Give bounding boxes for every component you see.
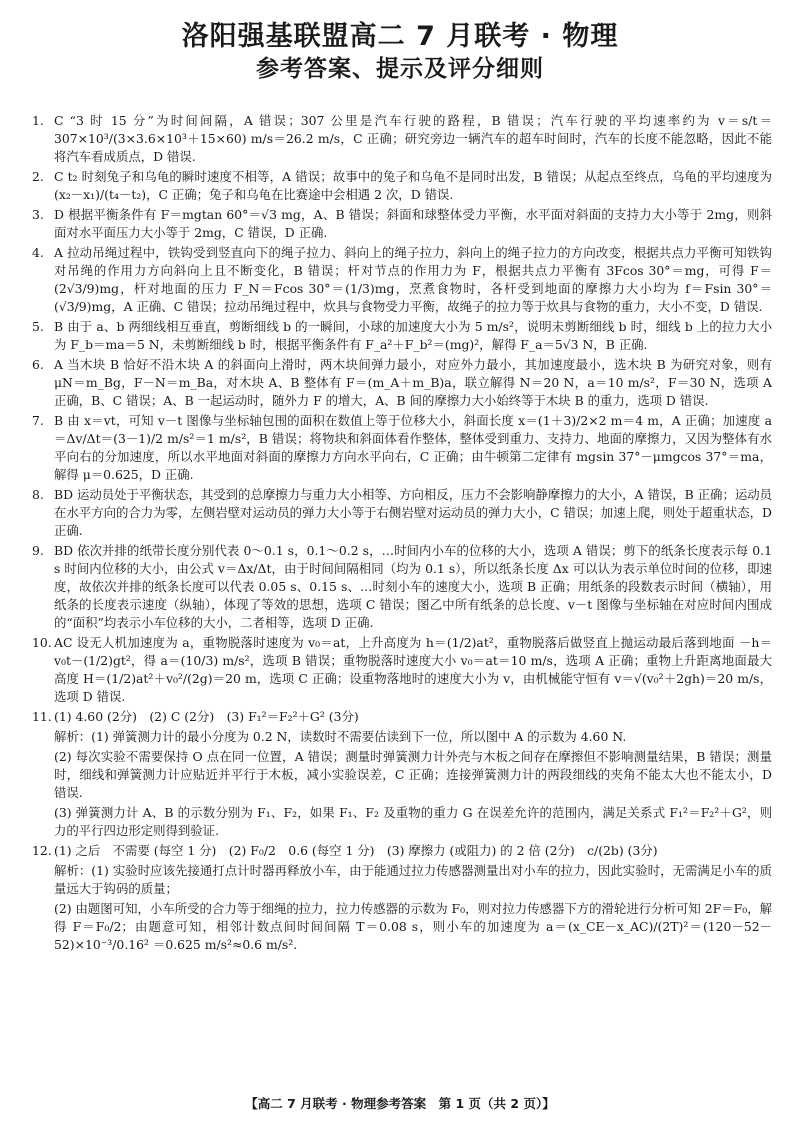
answer-item-12-analysis-1 xyxy=(32,862,772,898)
answer-item-8 xyxy=(32,486,772,540)
answer-item-4 xyxy=(32,244,772,316)
answer-item-11-analysis-2 xyxy=(32,748,772,802)
answer-number xyxy=(32,862,54,898)
answer-item-3 xyxy=(32,206,772,242)
answer-number: 3. xyxy=(32,207,44,222)
answer-text: A 当木块 B 恰好不沿木块 A 的斜面向上滑时，两木块间弹力最小，对应外力最小，其加速度最小，选木块 B 为研究对象，则有 μN＝m_Bg，F－N＝m_Ba，对木块 A、B 整体有 F＝(m_A＋m_B)a，联立解得 N＝20 N，a＝10 m/s²，F＝30 N，选项 A 正确，B、C 错误；A、B 一起运动时，随外力 F 的增大，A、B 间的摩擦力大小始终等于木块 B 的重力，选项 D 错误. xyxy=(54,357,772,408)
answer-text: A 拉动吊绳过程中，铁钩受到竖直向下的绳子拉力、斜向上的绳子拉力，斜向上的绳子拉力的方向改变，根据共点力平衡可知铁钩对吊绳的作用力方向斜向上且不断变化，B 错误；杆对节点的作用力为 F，根据共点力平衡有 3Fcos 30°＝mg，可得 F＝(2√3/9)mg，杆对地面的压力 F_N＝Fcos 30°＝(1/3)mg，烹煮食物时，各杆受到地面的摩擦力大小均为 f＝Fsin 30°＝(√3/9)mg，A 正确、C 错误；拉动吊绳过程中，炊具与食物受力平衡，故绳子的拉力等于炊具与食物的重力，大小不变，D 错误. xyxy=(54,245,772,314)
answer-item-5 xyxy=(32,318,772,354)
answer-text: (1) 之后 不需要 (每空 1 分) (2) F₀/2 0.6 (每空 1 分) (3) 摩擦力 (或阻力) 的 2 倍 (2分) c/(2b) (3分) xyxy=(54,843,658,858)
answer-text: 解析：(1) 弹簧测力计的最小分度为 0.2 N，读数时不需要估读到下一位，所以图中 A 的示数为 4.60 N. xyxy=(54,729,627,744)
answer-item-11-analysis-1 xyxy=(32,728,772,746)
answer-item-10 xyxy=(32,634,772,706)
answer-text: (3) 弹簧测力计 A、B 的示数分别为 F₁、F₂，如果 F₁、F₂ 及重物的重力 G 在误差允许的范围内，满足关系式 F₁²＝F₂²＋G²，则力的平行四边形定则得到验证. xyxy=(54,805,772,838)
page-title: 洛阳强基联盟高二 7 月联考 · 物理 xyxy=(181,21,619,52)
answer-item-12-analysis-2 xyxy=(32,900,772,954)
answer-text: B 由于 a、b 两细线相互垂直，剪断细线 b 的一瞬间，小球的加速度大小为 5 m/s²，说明未剪断细线 b 时，细线 b 上的拉力大小为 F_b＝ma＝5 N，未剪断细线 b 时，根据平衡条件有 F_a²＋F_b²＝(mg)²，解得 F_a＝5√3 N，B 正确. xyxy=(54,319,772,352)
answer-number: 4. xyxy=(32,245,44,260)
answer-text: BD 运动员处于平衡状态，其受到的总摩擦力与重力大小相等、方向相反，压力不会影响静摩擦力的大小，A 错误，B 正确；运动员在水平方向的合力为零，左侧岩壁对运动员的弹力大小等于右侧岩壁对运动员的弹力大小，C 错误；加速上爬，则处于超重状态，D 正确. xyxy=(54,487,773,538)
answer-item-6 xyxy=(32,356,772,410)
answer-text: BD 依次并排的纸带长度分别代表 0～0.1 s，0.1～0.2 s，…时间内小车的位移的大小，选项 A 错误；剪下的纸条长度表示每 0.1 s 时间内位移的大小，由公式 v＝Δx/Δt，由于时间间隔相同（均为 0.1 s），所以纸条长度 Δx 可以认为表示单位时间的位移，即速度，故依次并排的纸条长度可以代表 0.05 s、0.15 s、…时刻小车的速度大小，选项 B 正确；用纸条的段数表示时间（横轴），用纸条的长度表示速度（纵轴），体现了等效的思想，选项 C 错误；图乙中所有纸条的总长度、v－t 图像与坐标轴在对应时间内围成的“面积”均表示小车位移的大小，二者相等，选项 D 正确. xyxy=(54,543,772,630)
answer-text: (1) 4.60 (2分) (2) C (2分) (3) F₁²＝F₂²＋G² (3分) xyxy=(54,709,359,724)
answer-number xyxy=(32,728,54,746)
answer-list xyxy=(32,112,772,956)
answer-text: C t₂ 时刻兔子和乌龟的瞬时速度不相等，A 错误；故事中的兔子和乌龟不是同时出发，B 错误；从起点至终点，乌龟的平均速度为 (x₂－x₁)/(t₄－t₂)，C 正确；兔子和乌龟在比赛途中会相遇 2 次，D 错误. xyxy=(54,169,772,202)
answer-item-9 xyxy=(32,542,772,632)
answer-number xyxy=(32,804,54,840)
answer-item-1 xyxy=(32,112,772,166)
answer-text: D 根据平衡条件有 F＝mgtan 60°＝√3 mg，A、B 错误；斜面和球整体受力平衡，水平面对斜面的支持力大小等于 2mg，则斜面对水平面压力大小等于 2mg，C 错误，D 正确. xyxy=(54,207,772,240)
answer-item-12 xyxy=(32,842,772,860)
answer-number: 8. xyxy=(32,487,44,502)
answer-text: (2) 每次实验不需要保持 O 点在同一位置，A 错误；测量时弹簧测力计外壳与木板之间存在摩擦但不影响测量结果，B 错误；测量时，细线和弹簧测力计应贴近并平行于木板，减小实验误差，C 正确；连接弹簧测力计的两段细线的夹角不能太大也不能太小，D 错误. xyxy=(54,749,772,800)
answer-number: 7. xyxy=(32,413,44,428)
answer-number xyxy=(32,900,54,954)
answer-item-11-analysis-3 xyxy=(32,804,772,840)
page-footer: 【高二 7 月联考 · 物理参考答案 第 1 页（共 2 页）】 xyxy=(245,1096,555,1111)
answer-text: C “3 时 15 分”为时间间隔，A 错误；307 公里是汽车行驶的路程，B 错误；汽车行驶的平均速率约为 v＝s/t＝307×10³/(3×3.6×10³＋15×60) m/s＝26.2 m/s，C 正确；研究旁边一辆汽车的超车时间时，汽车的长度不能忽略，因此不能将汽车看成质点，D 错误. xyxy=(54,113,772,164)
answer-text: (2) 由题图可知，小车所受的合力等于细绳的拉力，拉力传感器的示数为 F₀，则对拉力传感器下方的滑轮进行分析可知 2F＝F₀，解得 F＝F₀/2；由题意可知，相邻计数点间时间间隔 T＝0.08 s，则小车的加速度为 a＝(x_CE－x_AC)/(2T)²＝(120－52－52)×10⁻³/0.16² ＝0.625 m/s²≈0.6 m/s². xyxy=(54,901,772,952)
answer-number: 6. xyxy=(32,357,44,372)
answer-number: 2. xyxy=(32,169,44,184)
answer-item-11 xyxy=(32,708,772,726)
answer-number: 5. xyxy=(32,319,44,334)
answer-item-7 xyxy=(32,412,772,484)
answer-number: 9. xyxy=(32,543,44,558)
answer-number: 10. xyxy=(32,635,52,650)
answer-text: B 由 x＝vt，可知 v－t 图像与坐标轴包围的面积在数值上等于位移大小，斜面长度 x＝(1＋3)/2×2 m＝4 m，A 正确；加速度 a＝Δv/Δt＝(3－1)/2 m/s²＝1 m/s²，B 错误；将物块和斜面体看作整体，整体受到重力、支持力、地面的摩擦力，又因为整体有水平向右的分加速度，所以水平地面对斜面的摩擦力方向水平向右，C 正确；由牛顿第二定律有 mgsin 37°－μmgcos 37°＝ma，解得 μ＝0.625，D 正确. xyxy=(54,413,772,482)
answer-number: 11. xyxy=(32,709,52,724)
answer-number: 12. xyxy=(32,843,52,858)
answer-text: AC 设无人机加速度为 a，重物脱落时速度为 v₀＝at，上升高度为 h＝(1/2)at²，重物脱落后做竖直上抛运动最后落到地面 －h＝v₀t－(1/2)gt²，得 a＝(10/3) m/s²，选项 B 错误；重物脱落时速度大小 v₀＝at＝10 m/s，选项 A 正确；重物上升距离地面最大高度 H＝(1/2)at²＋v₀²/(2g)＝20 m，选项 C 正确；设重物落地时的速度大小为 v，由机械能守恒有 v＝√(v₀²＋2gh)＝20 m/s，选项 D 错误. xyxy=(54,635,772,704)
answer-item-2 xyxy=(32,168,772,204)
answer-number: 1. xyxy=(32,113,44,128)
answer-text: 解析：(1) 实验时应该先接通打点计时器再释放小车，由于能通过拉力传感器测量出对小车的拉力，因此实验时，无需满足小车的质量远大于钩码的质量； xyxy=(54,863,772,896)
page-subtitle: 参考答案、提示及评分细则 xyxy=(256,56,544,82)
answer-number xyxy=(32,748,54,802)
